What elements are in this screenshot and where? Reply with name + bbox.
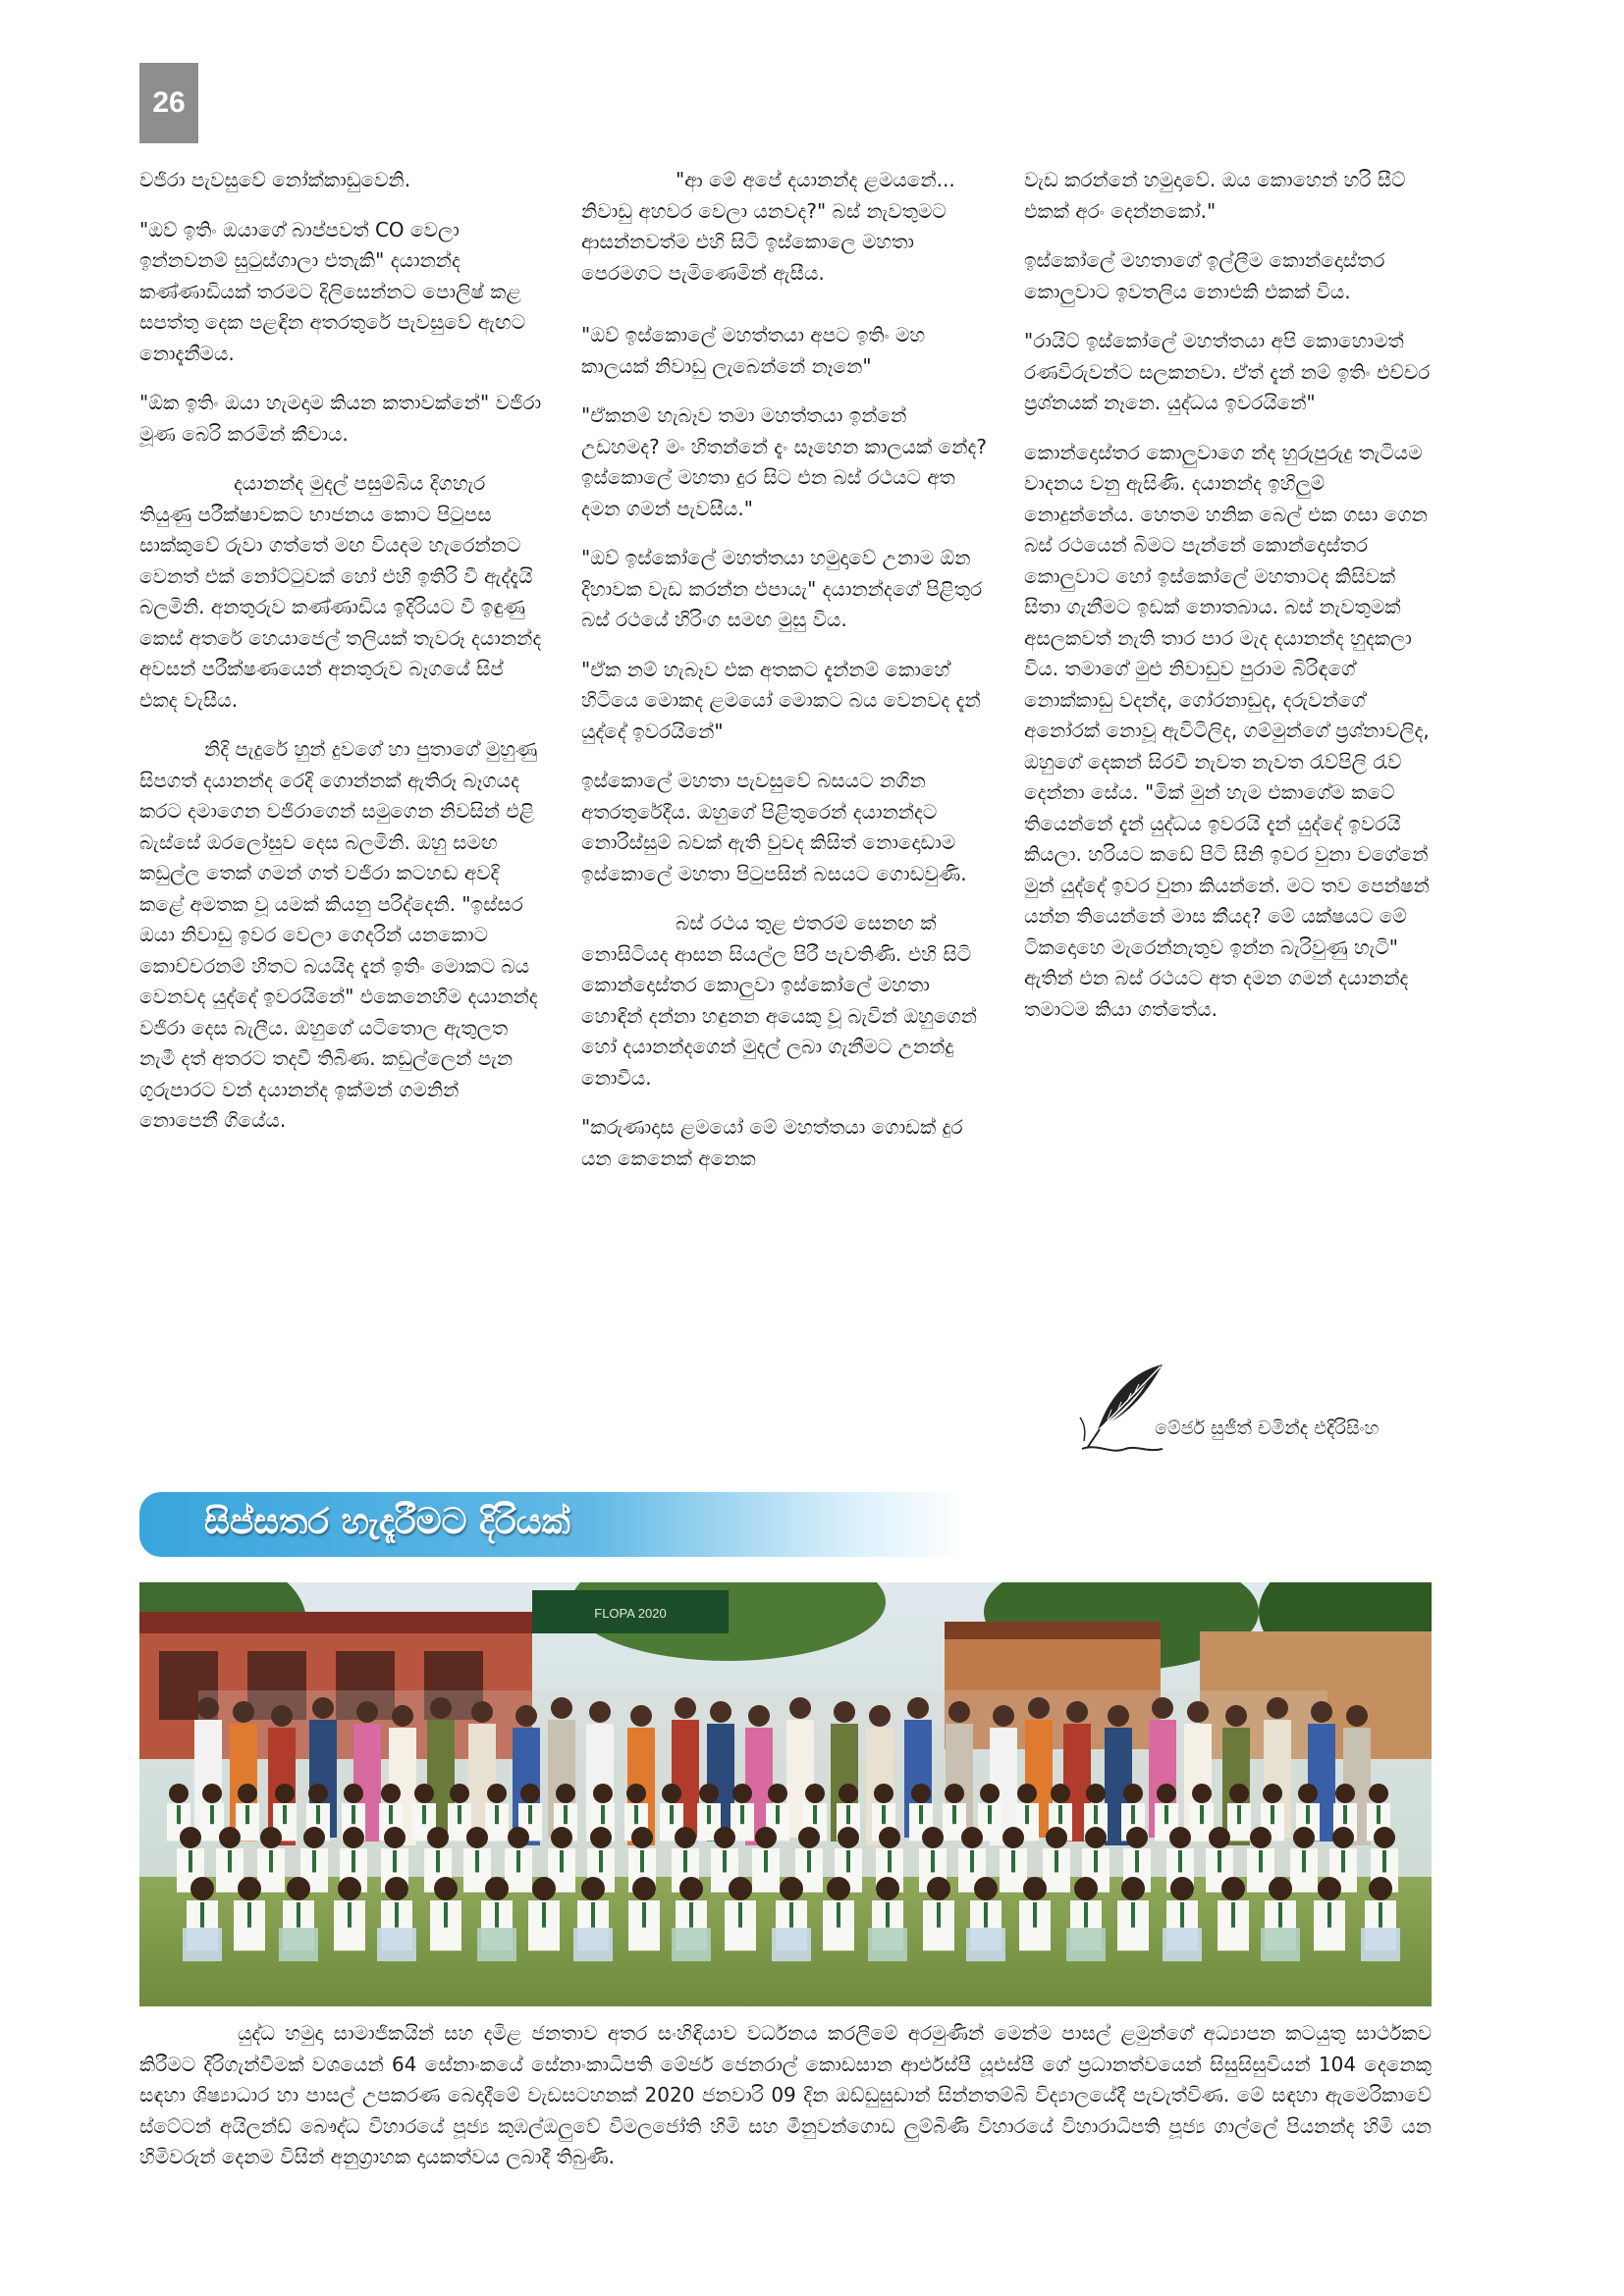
page-number: 26 (139, 63, 198, 143)
paragraph: "ඕක ඉතිං ඔයා හැමදාම කියන කතාවක්නේ" වජිරා මූණ බෙරි කරමින් කීවාය. (139, 391, 542, 446)
paragraph: "ඔව් ඉස්කෝලේ මහත්තයා හමුදාවේ උනාම ඕන දිහාවක වැඩ කරන්න එපායැ" දයානන්දගේ පිළිතුර බස් රථයේ හිරිංග සමඟ මුසු විය. (581, 546, 983, 631)
student-figure (485, 1784, 509, 1841)
student-figure (505, 1827, 532, 1893)
paragraph: වැඩ කරන්නේ හමුදාවේ. ඔය කොහෙන් හරි සීට් එකක් අරං දෙන්නකෝ." (1024, 168, 1406, 223)
student-figure (752, 1827, 780, 1893)
article-column-3 (1024, 165, 1436, 1043)
event-photo (139, 1582, 1432, 2006)
paragraph: "ආ මේ අපේ දයානන්ද ළමයනේ... නිවාඩු අහවර වෙලා යනවද?" බස් නැවතුමට ආසන්නවත්ම එහි සිටි ඉස්කොලෙ මහතා පෙරමගට පැමිණෙමින් ඇසීය. (581, 168, 955, 285)
paragraph: "ඒකනම් හැබෑව තමා මහත්තයා ඉන්නේ උඩහමද? මං හිතන්නේ දැං සෑහෙන කාලයක් නේද? ඉස්කොලේ මහතා දුර සිට එන බස් රථයට අත දමන ගමන් පැවසීය." (581, 403, 987, 520)
section-heading-bar (139, 1492, 964, 1557)
student-figure (1314, 1877, 1345, 1950)
section-heading: සිප්සතර හැදෑරීමට දිරියක් (204, 1502, 570, 1542)
paragraph: නිදි පැදුරේ හුන් දුවගේ හා පුතාගේ මුහුණු සිපගත් දයානන්ද රෙදි ගොන්නක් ඇතිරූ බෑගයද කරට දමාගෙන වජිරාගෙන් සමුගෙන නිවසින් එළි බැස්සේ ඔරලෝසුව දෙස බලමිනි. ඔහු සමඟ කඩුල්ල තෙක් ගමන් ගත් වජිරා කටහඬ අවදි කළේ අමතක වූ යමක් කියනු පරිද්දෙනි. "ඉස්සර ඔයා නිවාඩු ඉවර වෙලා ගෙදරින් යනකොට කොච්චරනම් හිතට බයයිද දැන් ඉතිං මොකට බය වෙනවද යුද්දේ ඉවරයිනේ" එකෙනෙහිම දයානන්ද වජිරා දෙස බැලීය. ඔහුගේ යටිතොල ඇතුලත නැමී දත් අතරට තදවී තිබිණ. කඩුල්ලෙන් පැන ගුරුපාරට වන් දයානන්ද ඉක්මන් ගමනින් නොපෙනී ගියේය. (139, 737, 538, 1132)
paragraph: "ඒක නම් හැබෑව එක අතකට දැන්නම් කොහේ හිටියෙ මොකද ළමයෝ මොකට බය වෙනවද දැන් යුද්දේ ඉවරයිනේ" (581, 657, 981, 743)
paragraph: "කරුණාදාස ළමයෝ මේ මහත්තයා ගොඩක් දුර යන කෙනෙක් අනෙක (581, 1115, 963, 1170)
student-figure (257, 1827, 285, 1893)
quill-pen-icon (1078, 1361, 1166, 1459)
student-figure (1290, 1827, 1318, 1893)
article-column-2 (581, 165, 989, 1193)
student-figure (1218, 1877, 1249, 1950)
paragraph: "ඔව් ඉතිං ඔයාගේ බාප්පවත් CO වෙලා ඉන්නවනම් සුටුස්ගාලා එතැකි" දයානන්ද කණ්ණාඩියක් තරමට දිලිසෙන්නට පොලිෂ් කළ සපත්තු දෙක පළඳින අතරතුරේ පැවසුවේ ඇඟට නොදැනීමය. (139, 217, 526, 365)
student-figure (1227, 1784, 1251, 1841)
paragraph: ඉස්කොලේ මහතා පැවසුවේ බසයට නගින අතරතුරේදීය. ඔහුගේ පිළිතුරෙන් දයානන්දට නොරිස්සුම් බවක් ඇති වුවද කිසිත් නොදොඩාම ඉස්කොලේ මහතා පිටුපසින් බසයට ගොඩවුණි. (581, 769, 967, 885)
article-column-1 (139, 165, 542, 1155)
group-photo-image (139, 1582, 1432, 2006)
student-figure (430, 1877, 461, 1950)
author-name: මේජර් සුජීත් චමින්ද එදිරිසිංහ (1155, 1417, 1380, 1439)
student-figure (528, 1877, 560, 1950)
student-figure (1000, 1827, 1027, 1893)
photo-caption: යුද්ධ හමුදා සාමාජිකයින් සහ දමිළ ජනතාව අතර සංහිඳියාව වර්ධනය කරලීමේ අරමුණින් මෙන්ම පාසල් ළමුන්ගේ අධ්‍යාපන කටයුතු සාර්ථකව කිරීමට දිරිගැන්වීමක් වශයෙන් 64 සේනාංකයේ සේනාංකාධිපති මේජර් ජෙනරාල් කොඩසාන ආර්එස්පී යූඑස්පී ගේ ප්‍රධානත්වයෙන් සිසුසිසුවියන් 104 දෙනෙකු සඳහා ශිෂ්‍යාධාර හා පාසල් උපකරණ බෙදාදීමේ වැඩසටහනක් 2020 ජනවාරි 09 දින ඔඩ්ඩුසුඩාන් සින්නතම්බි විද්‍යාලයේදී පැවැත්විණ. මේ සඳහා ඇමෙරිකාවේ ස්ටේටන් අයිලන්ඩ් බෞද්ධ විහාරයේ පූජ්‍ය කුඹල්ඔලුවේ විමලජෝති හිමි සහ මීනුවන්ගොඩ ලුම්බිණි විහාරයේ විහාරාධිපති පූජ්‍ය ගාල්ලේ පියනන්ද හිමි යන හිමිවරුන් දෙනම විසින් අනුග්‍රාහක දායකත්වය ලබාදී තිබුණි. (139, 2021, 1432, 2168)
paragraph: කොන්දොස්තර කොලුවාගෙ න්ද හුරුපුරුදු තැටියම වාදනය වනු ඇසිණි. දයානන්ද ඉහිලුම් නොදුන්නේය. හෙතම හනික බෙල් එක ගසා ගෙන බස් රථයෙන් බිමට පැන්නේ කොන්දොස්තර කොලුවාට හෝ ඉස්කෝලේ මහතාටද කිසිවක් සිතා ගැනීමට ඉඩක් නොතබාය. බස් නැවතුමක් අසලකවත් නැති තාර පාර මැද දයානන්ද හුදකලා විය. තමාගේ මුළු නිවාඩුව පුරාම බිරිඳගේ නොක්කාඩු වදන්ද, ගෝරනාඩුද, දරුවන්ගේ අනෝරක් නොවූ ඇවිටිලිද, ගම්මුන්ගේ ප්‍රශ්නාවලිද, ඔහුගේ දෙකන් සිරවී නැවත නැවත රැව්පිලි රැව් දෙන්නා සේය. "මික් මුන් හැම එකාගේම කටේ තියෙන්නේ දැන් යුද්ධය ඉවරයි දැන් යුද්දේ ඉවරයි කියලා. හරියට කඩේ පිටි සීනි ඉවර වුනා වගේනේ මුන් යුද්දේ ඉවර වුනා කියන්නේ. මට තව පෙන්ෂන් යන්න තියෙන්නේ මාස කීයද? මේ යක්ෂයට මේ ටිකදොහෙ මැරෙන්නැතුව ඉන්න බැරිවුණු හැටි" ඇතින් එන බස් රථයට අත දමන ගමන් දයානන්ද තමාටම කියා ගත්තේය. (1024, 440, 1430, 1021)
student-figure (1117, 1877, 1149, 1950)
paragraph: "රායිට් ඉස්කෝලේ මහත්තයා අපි කොහොමත් රණවිරුවන්ට සලකනවා. ඒත් දැන් නම් ඉතිං එච්චර ප්‍රශ්නයක් නෑනෙ. යුද්ධය ඉවරයිනේ" (1024, 329, 1431, 414)
paragraph: බස් රථය තුළ එතරම් සෙනඟ ක් නොසිටියද ආසන සියල්ල පිරී පැවතිණි. එහි සිටි කොන්දොස්තර කොලුවා ඉස්කෝලේ මහතා හොඳින් දන්නා හඳුනන අයෙකු වූ බැවින් ඔහුගෙන් හෝ දයානන්දගෙන් මුදල් ලබා ගැනීමට උනන්දු නොවීය. (581, 911, 978, 1090)
student-figure (334, 1877, 365, 1950)
student-figure (923, 1877, 954, 1950)
student-figure (1019, 1877, 1051, 1950)
student-figure (823, 1877, 854, 1950)
paragraph: "ඔව් ඉස්කොලේ මහත්තයා අපට ඉතිං මහ කාලයක් නිවාඩු ලැබෙන්නේ නෑනෙ" (581, 323, 926, 378)
paragraph: ඉස්කෝලේ මහතාගේ ඉල්ලීම කොන්දොස්තර කොලුවාට ඉවතලිය නොඑකි එකක් විය. (1024, 248, 1385, 303)
student-figure (725, 1877, 756, 1950)
byline (1078, 1361, 1441, 1459)
paragraph: දයානන්ද මුදල් පසුම්බිය දිගහැර තියුණු පරීක්ෂාවකට භාජනය කොට පිටුපස සාක්කුවේ රුවා ගත්තේ මඟ වියදම හැරෙන්නට වෙනත් එක් නෝට්ටුවක් හෝ එහි ඉතිරි වී ඇද්දැයි බලමිනි. අනතුරුව කණ්ණාඩිය ඉදිරියට වී ඉඳුණු කෙස් අතරේ හෙයාජෙල් තලියක් තැවරූ දයානන්ද අවසන් පරීක්ෂණයෙන් අනතුරුව බෑගයේ සිප් එකද වැසීය. (139, 471, 542, 712)
photo-banner-text: FLOPA 2020 (594, 1606, 667, 1621)
paragraph: වජිරා පැවසුවේ නෝක්කාඩුවෙනි. (139, 168, 411, 191)
student-figure (1043, 1827, 1070, 1893)
student-figure (628, 1877, 660, 1950)
student-figure (234, 1877, 265, 1950)
